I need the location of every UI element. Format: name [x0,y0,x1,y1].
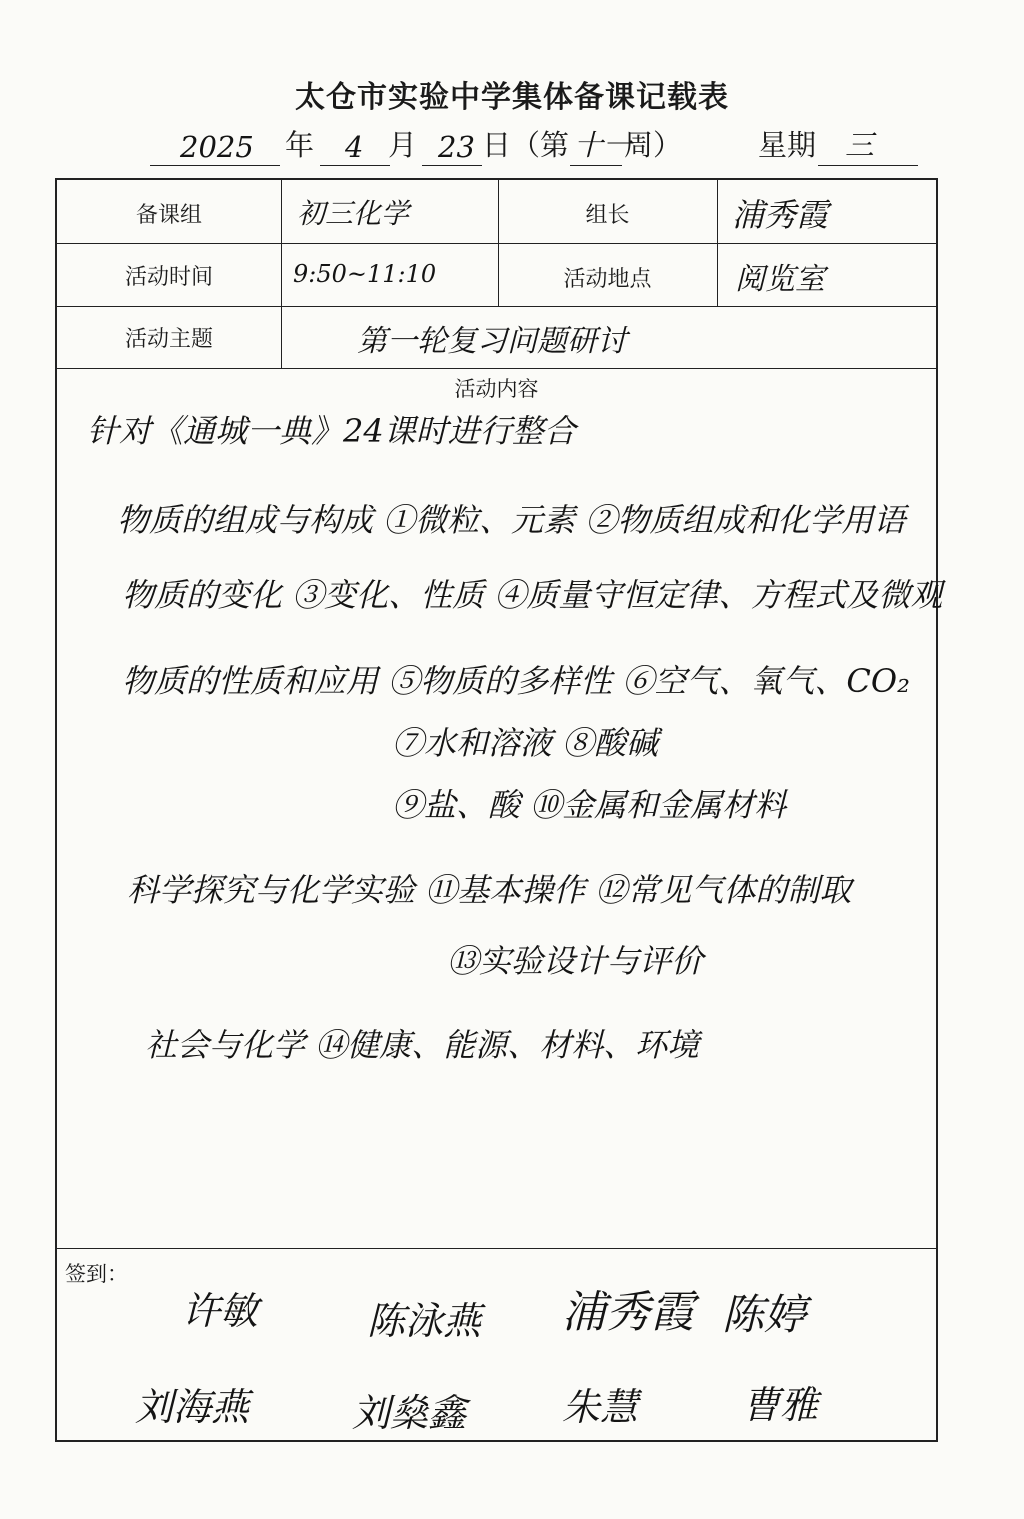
content-line: 社会与化学 ⑭健康、能源、材料、环境 [145,1026,700,1064]
date-day: 23 [438,130,475,164]
signature: 陈婷 [722,1290,807,1339]
row-divider-4 [57,1248,936,1249]
group-label: 备课组 [135,203,202,228]
theme-label: 活动主题 [124,327,213,352]
col-divider-1 [281,180,282,368]
month-label: 月 [388,128,418,162]
year-underline [150,165,280,166]
col-divider-3 [717,180,718,306]
signature: 朱慧 [562,1385,639,1429]
row-divider-1 [57,243,936,244]
date-line [150,126,930,170]
weekday-underline [818,165,918,166]
date-week: 十一 [574,128,633,162]
content-line: 物质的变化 ③变化、性质 ④质量守恒定律、方程式及微观 [122,576,943,614]
form-title: 太仓市实验中学集体备课记载表 [295,80,729,115]
content-line: 针对《通城一典》24课时进行整合 [87,412,576,450]
day-underline [422,165,482,166]
signature: 曹雅 [742,1383,819,1427]
sign-in-label: 签到： [65,1262,128,1286]
day-label: 日（第 [482,128,570,162]
date-year: 2025 [180,130,254,164]
place-value: 阅览室 [735,262,825,297]
date-month: 4 [345,130,364,164]
theme-value: 第一轮复习问题研讨 [357,324,627,359]
place-label: 活动地点 [563,267,652,292]
signature: 陈泳燕 [367,1299,482,1343]
signature: 刘燊鑫 [352,1391,467,1435]
content-line: ⑨盐、酸 ⑩金属和金属材料 [392,786,787,824]
row-divider-3 [57,368,936,369]
content-line: 物质的组成与构成 ①微粒、元素 ②物质组成和化学用语 [117,501,906,539]
month-underline [320,165,390,166]
signature: 浦秀霞 [562,1287,694,1338]
signature: 刘海燕 [135,1385,250,1429]
week-label: 周） [624,128,683,162]
content-line: ⑬实验设计与评价 [447,942,704,980]
content-line: 科学探究与化学实验 ⑪基本操作 ⑫常见气体的制取 [127,871,852,909]
year-label: 年 [285,128,315,162]
content-line: ⑦水和溶液 ⑧酸碱 [392,724,659,762]
time-label: 活动时间 [124,265,213,290]
content-line: 物质的性质和应用 ⑤物质的多样性 ⑥空气、氧气、CO₂ [122,662,910,700]
group-value: 初三化学 [297,197,410,230]
record-table [55,178,943,1442]
date-weekday: 三 [845,128,875,162]
time-value: 9:50~11:10 [293,260,437,288]
row-divider-2 [57,306,936,307]
leader-label: 组长 [585,203,630,228]
leader-value: 浦秀霞 [732,196,829,234]
week-underline [570,165,622,166]
weekday-label: 星期 [758,128,817,162]
signature: 许敏 [182,1289,259,1333]
content-label: 活动内容 [454,377,539,401]
